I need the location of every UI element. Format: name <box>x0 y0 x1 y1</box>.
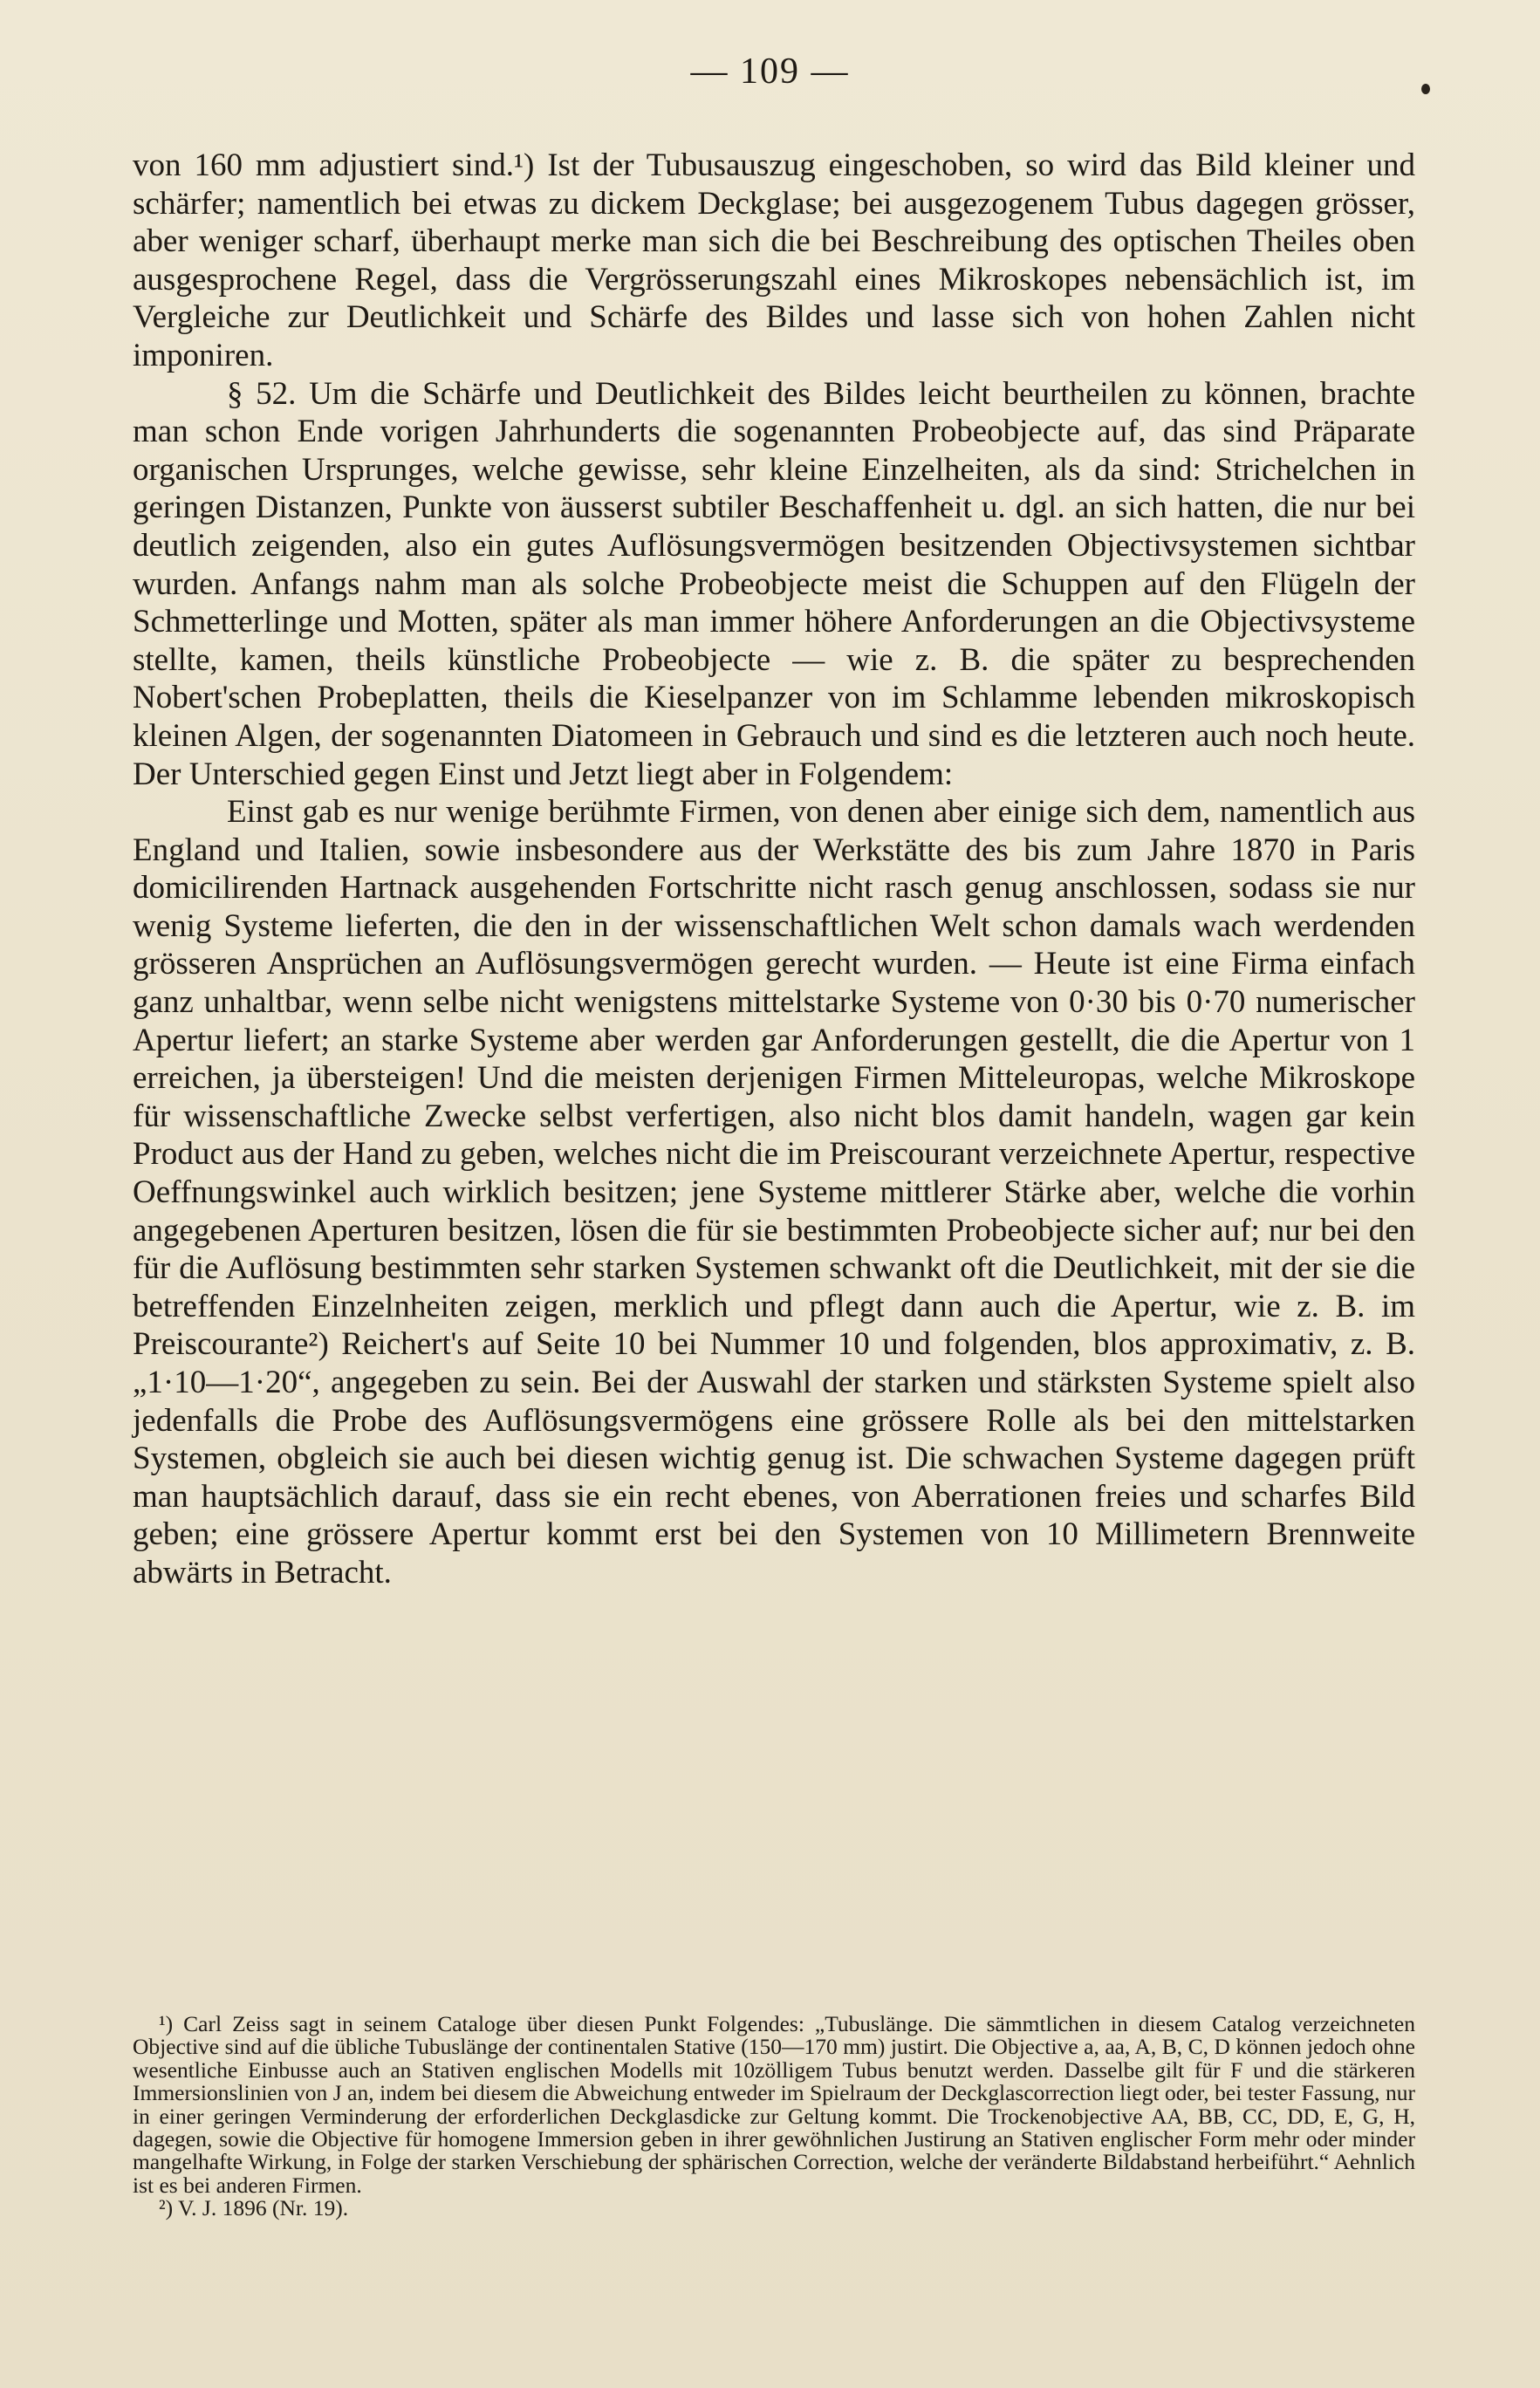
page-number: — 109 — <box>690 51 850 92</box>
paragraph-continuation: von 160 mm adjustiert sind.¹) Ist der Tubusauszug eingeschoben, so wird das Bild kleiner und schärfer; namentlich bei etwas zu dickem Deckglase; bei ausgezogenem Tubus dagegen grösser, aber weniger scharf, überhaupt merke man sich die bei Beschreibung des optischen Theiles oben ausgesprochene Regel, dass die Vergrösserungszahl eines Mikroskopes nebensächlich ist, im Vergleiche zur Deutlichkeit und Schärfe des Bildes und lasse sich von hohen Zahlen nicht imponiren. <box>133 147 1415 373</box>
footnote-2: ²) V. J. 1896 (Nr. 19). <box>159 2195 349 2221</box>
footnote-1: ¹) Carl Zeiss sagt in seinem Cataloge über diesen Punkt Folgendes: „Tubuslänge. Die sämmtlichen in diesem Catalog verzeichneten Objective sind auf die übliche Tubuslänge der continentalen Stative (150—170 mm) justirt. Die Objective a, aa, A, B, C, D können jedoch ohne wesentliche Einbusse auch an Stativen englischen Modells mit 10zölligem Tubus benutzt werden. Dasselbe gilt für F und die stärkeren Immersionslinien von J an, indem bei diesem die Abweichung entweder im Spielraum der Deckglascorrection liegt oder, bei tester Fassung, nur in einer geringen Verminderung der erforderlichen Deckglasdicke zur Geltung kommt. Die Trockenobjective AA, BB, CC, DD, E, G, H, dagegen, sowie die Objective für homogene Immersion geben in ihrer gewöhnlichen Justirung an Stativen englischer Form mehr oder minder mangelhafte Wirkung, in Folge der starken Verschiebung der sphärischen Correction, welche der veränderte Bildabstand herbeiführt.“ Aehnlich ist es bei anderen Firmen. <box>133 2011 1415 2198</box>
footnotes <box>133 2013 1415 2220</box>
paragraph-section-52: § 52. Um die Schärfe und Deutlichkeit des Bildes leicht beurtheilen zu können, brachte man schon Ende vorigen Jahrhunderts die sogenannten Probeobjecte auf, das sind Präparate organischen Ursprunges, welche gewisse, sehr kleine Einzelheiten, als da sind: Strichelchen in geringen Distanzen, Punkte von äusserst subtiler Beschaffenheit u. dgl. an sich hatten, die nur bei deutlich zeigenden, also ein gutes Auflösungsvermögen besitzenden Objectivsystemen sichtbar wurden. Anfangs nahm man als solche Probeobjecte meist die Schuppen auf den Flügeln der Schmetterlinge und Motten, später als man immer höhere Anforderungen an die Objectivsysteme stellte, kamen, theils künstliche Probeobjecte — wie z. B. die später zu besprechenden Nobert'schen Probeplatten, theils die Kieselpanzer von im Schlamme lebenden mikroskopisch kleinen Algen, der sogenannten Diatomeen in Gebrauch und sind es die letzteren auch noch heute. Der Unterschied gegen Einst und Jetzt liegt aber in Folgendem: <box>133 375 1415 792</box>
paragraph-einst: Einst gab es nur wenige berühmte Firmen, von denen aber einige sich dem, namentlich aus England und Italien, sowie insbesondere aus der Werkstätte des bis zum Jahre 1870 in Paris domicilirenden Hartnack ausgehenden Fortschritte nicht rasch genug anschlossen, sodass sie nur wenig Systeme lieferten, die den in der wissenschaftlichen Welt schon damals wach werdenden grösseren Ansprüchen an Auflösungsvermögen gerecht wurden. — Heute ist eine Firma einfach ganz unhaltbar, wenn selbe nicht wenigstens mittelstarke Systeme von 0·30 bis 0·70 numerischer Apertur liefert; an starke Systeme aber werden gar Anforderungen gestellt, die die Apertur von 1 erreichen, ja übersteigen! Und die meisten derjenigen Firmen Mitteleuropas, welche Mikroskope für wissenschaftliche Zwecke selbst verfertigen, also nicht blos damit handeln, wagen gar kein Product aus der Hand zu geben, welches nicht die im Preiscourant verzeichnete Apertur, respective Oeffnungswinkel auch wirklich besitzen; jene Systeme mittlerer Stärke aber, welche die vorhin angegebenen Aperturen besitzen, lösen die für sie bestimmten Probeobjecte sicher auf; nur bei den für die Auflösung bestimmten sehr starken Systemen schwankt oft die Deutlichkeit, mit der sie die betreffenden Einzelnheiten zeigen, merklich und pflegt dann auch die Apertur, wie z. B. im Preiscourante²) Reichert's auf Seite 10 bei Nummer 10 und folgenden, blos approximativ, z. B. „1·10—1·20“, angegeben zu sein. Bei der Auswahl der starken und stärksten Systeme spielt also jedenfalls die Probe des Auflösungsvermögens eine grössere Rolle als bei den mittelstarken Systemen, obgleich sie auch bei diesen wichtig genug ist. Die schwachen Systeme dagegen prüft man hauptsächlich darauf, dass sie ein recht ebenes, von Aberrationen freies und scharfes Bild geben; eine grössere Apertur kommt erst bei den Systemen von 10 Millimetern Brennweite abwärts in Betracht. <box>133 794 1415 1591</box>
main-text <box>133 147 1415 1592</box>
ink-speck <box>1421 84 1430 94</box>
